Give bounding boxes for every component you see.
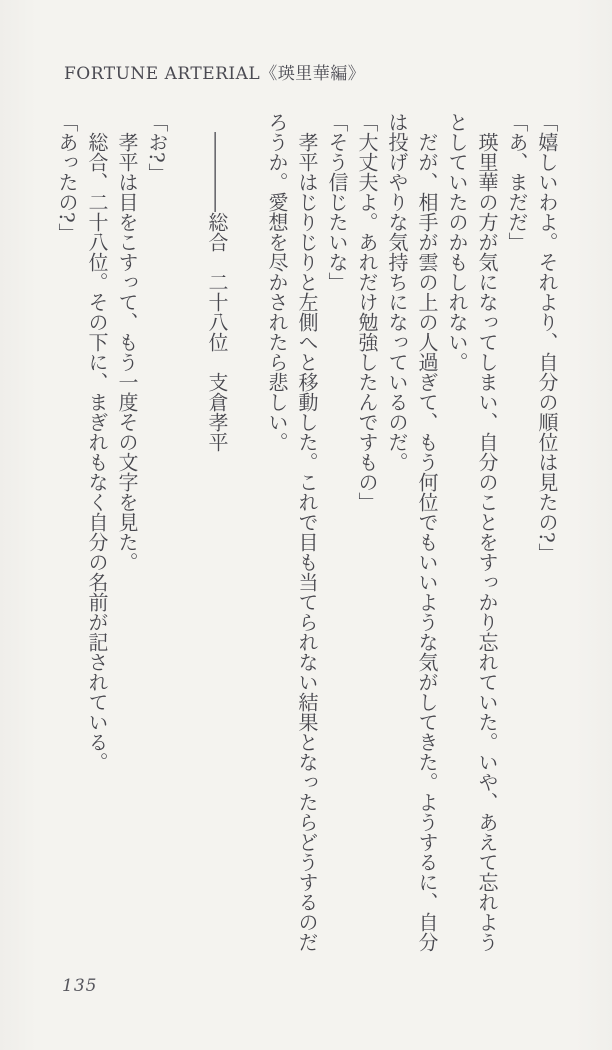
- running-header: FORTUNE ARTERIAL《瑛里華編》: [64, 64, 366, 84]
- paragraph-dialogue-11: 「あったの?」: [55, 112, 79, 243]
- paragraph-dialogue-0: 「嬉しいわよ。それより、自分の順位は見たの?」: [535, 112, 559, 563]
- paragraph-narrative-9: 孝平は目をこすって、もう一度その文字を見た。: [115, 132, 139, 572]
- paragraph-dialogue-1: 「あ、まだだ」: [505, 112, 529, 252]
- paragraph-display-7: ――――総合 二十八位 支倉孝平: [205, 132, 229, 452]
- paragraph-dialogue-4: 「大丈夫よ。あれだけ勉強したんですもの」: [355, 112, 379, 512]
- paragraph-narrative-10: 総合、二十八位。その下に、まぎれもなく自分の名前が記されている。: [85, 132, 109, 772]
- text-block: [52, 112, 562, 952]
- paragraph-narrative-6: 孝平はじりじりと左側へと移動した。これで目も当てられない結果となったらどうするのだろうか。愛想を尽かされたら悲しい。: [265, 112, 319, 952]
- paragraph-dialogue-5: 「そう信じたいな」: [325, 112, 349, 292]
- paragraph-dialogue-8: 「お?」: [145, 112, 169, 183]
- paragraph-narrative-2: 瑛里華の方が気になってしまい、自分のことをすっかり忘れていた。いや、あえて忘れようとしていたのかもしれない。: [445, 112, 499, 952]
- page-number: 135: [62, 976, 98, 996]
- paragraph-narrative-3: だが、相手が雲の上の人過ぎて、もう何位でもいいような気がしてきた。ようするに、自分は投げやりな気持ちになっているのだ。: [385, 112, 439, 952]
